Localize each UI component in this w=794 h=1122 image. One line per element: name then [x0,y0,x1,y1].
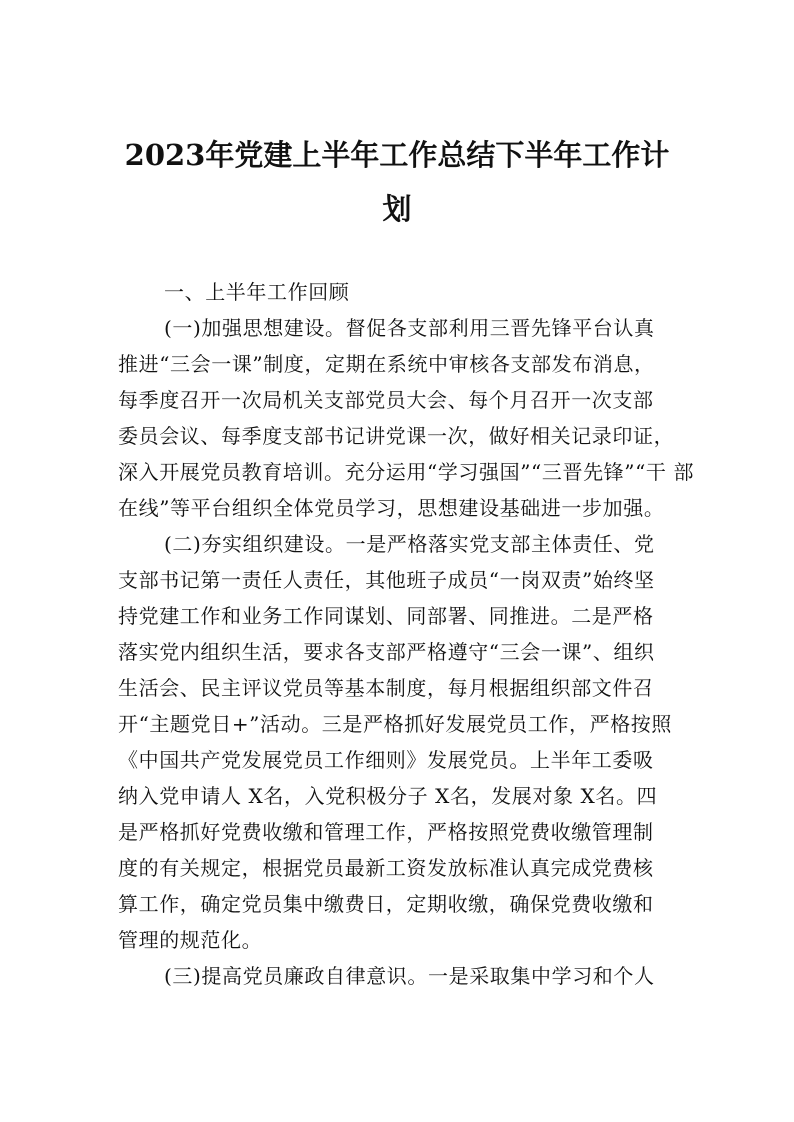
paragraph-2-line-6: 开“主题党日+”活动。三是严格抓好发展党员工作，严格按照 [118,712,673,736]
paragraph-2-line-1: (二)夯实组织建设。一是严格落实党支部主体责任、党 [164,532,655,556]
document-title-line-2: 划 [382,192,412,226]
paragraph-1-line-3: 每季度召开一次局机关支部党员大会、每个月召开一次支部 [118,388,654,412]
paragraph-2-line-8: 纳入党申请人 X名，入党积极分子 X名，发展对象 X名。四 [118,784,658,808]
paragraph-1-line-4: 委员会议、每季度支部书记讲党课一次，做好相关记录印证， [118,424,675,448]
paragraph-2-line-12: 管理的规范化。 [118,928,263,952]
paragraph-1-line-5: 深入开展党员教育培训。充分运用“学习强国”“三晋先锋”“干 部 [118,460,695,484]
paragraph-2-line-11: 算工作，确定党员集中缴费日，定期收缴，确保党费收缴和 [118,892,654,916]
paragraph-2-line-4: 落实党内组织生活，要求各支部严格遵守“三会一课”、组织 [118,640,655,664]
paragraph-2-line-2: 支部书记第一责任人责任，其他班子成员“一岗双责”始终坚 [118,568,655,592]
paragraph-1-line-2: 推进“三会一课”制度，定期在系统中审核各支部发布消息， [118,352,655,376]
paragraph-2-line-9: 是严格抓好党费收缴和管理工作，严格按照党费收缴管理制 [118,820,654,844]
paragraph-2-line-5: 生活会、民主评议党员等基本制度，每月根据组织部文件召 [118,676,654,700]
section-heading: 一、上半年工作回顾 [164,280,350,304]
paragraph-2-line-7: 《中国共产党发展党员工作细则》发展党员。上半年工委吸 [118,748,654,772]
paragraph-1-line-1: (一)加强思想建设。督促各支部利用三晋先锋平台认真 [164,316,655,340]
paragraph-3-line-1: (三)提高党员廉政自律意识。一是采取集中学习和个人 [164,964,655,988]
document-title-line-1: 2023年党建上半年工作总结下半年工作计 [124,138,670,172]
paragraph-2-line-10: 度的有关规定，根据党员最新工资发放标准认真完成党费核 [118,856,654,880]
paragraph-2-line-3: 持党建工作和业务工作同谋划、同部署、同推进。二是严格 [118,604,654,628]
paragraph-1-line-6: 在线”等平台组织全体党员学习，思想建设基础进一步加强。 [118,496,665,520]
